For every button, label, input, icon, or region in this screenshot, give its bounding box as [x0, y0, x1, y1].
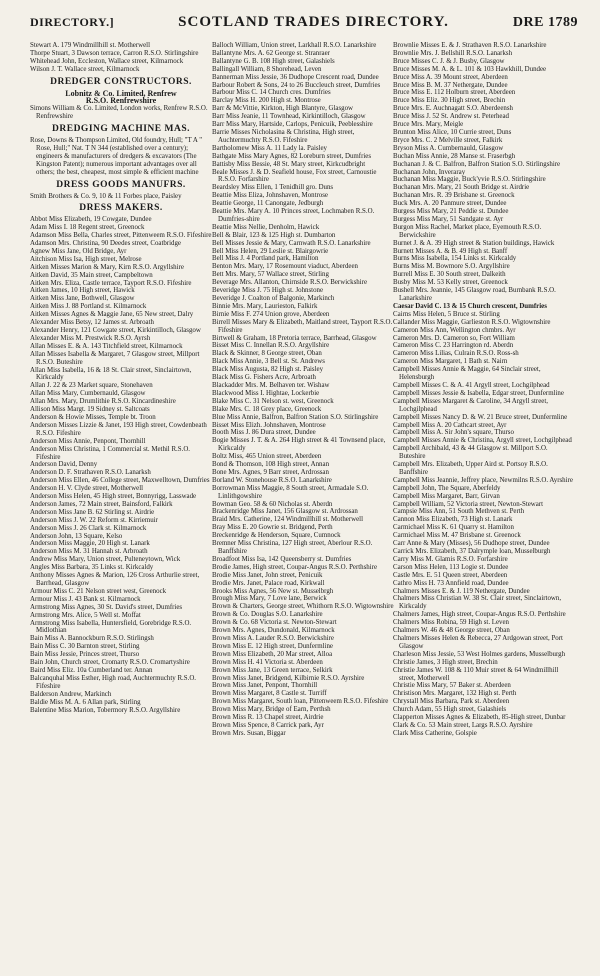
list-item: Black Miss Augusta, 82 High st. Paisley	[212, 366, 324, 374]
list-item: Armstrong Miss Agnes, 30 St. David's street, Dumfries	[30, 603, 183, 611]
list-item: Brown Miss E. 12 High street, Dunfermline	[212, 642, 333, 650]
list-item: Beattie Mrs. Mary A. 10 Princes street, Lochmaben R.S.O. Dumfries-shire	[212, 208, 375, 223]
list-item: Buchanan John, Inveraray	[393, 168, 466, 176]
list-item: Bruce Miss A. 39 Mount street, Aberdeen	[393, 73, 508, 81]
list-item: Abbot Miss Elizabeth, 19 Cowgate, Dundee	[30, 216, 152, 224]
list-item: Allan Misses E. & A. 143 Titchfield street, Kilmarnock	[30, 342, 183, 350]
list-item: Balentine Miss Marion, Tobermory R.S.O. Argyllshire	[30, 706, 181, 714]
dress-makers-entries	[30, 216, 212, 714]
list-item: Birrell Misses Mary & Elizabeth, Maitland street, Tayport R.S.O. Fifeshire	[212, 318, 393, 334]
list-item: Cameron Mrs. D. Cameron so, Fort William	[393, 334, 515, 342]
list-item: Brown & Charters, George street, Whithorn R.S.O. Wigtownshire	[212, 603, 394, 611]
list-item: Campbell John, The Square, Aberfeldy	[393, 484, 501, 492]
dress-goods-entries	[30, 193, 212, 201]
list-item: Brodie Miss Janet, John street, Penicuik	[212, 571, 323, 579]
list-item: Bruce Miss E. 112 Holburn street, Aberdeen	[393, 89, 516, 97]
list-item: Breckenridge & Henderson, Square, Cumnock	[212, 532, 341, 540]
list-item: Christison Mrs. Margaret, 132 High st. Perth	[393, 690, 517, 698]
list-item: Bain Miss A. Bannockburn R.S.O. Stirlingsh	[30, 635, 154, 643]
list-item: Cameron Miss Ann, Wellington chmbrs. Ayr	[393, 326, 516, 334]
list-item: Armour Miss C. 21 Nelson street west, Greenock	[30, 587, 167, 595]
list-item: Brown Miss Janet, Bridgend, Kilbirnie R.S.O. Ayrshire	[212, 674, 365, 682]
list-item: Campbell Misses Annie & Maggie, 64 Sinclair street, Helensburgh	[393, 366, 541, 382]
column-2-entries	[212, 42, 394, 738]
list-item: Allan Mrs. Mary, Drumlithie R.S.O. Kincardineshire	[30, 398, 176, 406]
list-item: Campbell Miss A. 20 Cathcart street, Ayr	[393, 421, 507, 429]
list-item: Campbell Miss A. Sir John's square, Thurso	[393, 429, 514, 437]
list-item: Cameron Miss Lilias, Culrain R.S.O. Ross-sh	[393, 350, 519, 358]
list-item: Armstrong Mrs. Alice, 5 Well st. Moffat	[30, 611, 141, 619]
list-item: Bain Miss C. 30 Barnton street, Stirling	[30, 643, 140, 651]
list-item: Bruce Mrs. E. Auchnagatt S.O. Aberdeensh	[393, 105, 513, 113]
list-item: Anderson Miss Christina, 1 Commercial st. Methil R.S.O. Fifeshire	[30, 445, 191, 461]
list-item: Barbour Miss C. 14 Church cres. Dumfries	[212, 89, 331, 97]
list-item: Barclay Miss H. 200 High st. Montrose	[212, 97, 321, 105]
list-item: Bisset Miss C. Innellan R.S.O. Argyllshire	[212, 342, 330, 350]
list-item: Aitchison Miss Isa, High street, Melrose	[30, 255, 142, 263]
list-item: Burgess Miss Mary, 51 Sandgate st. Ayr	[393, 215, 504, 223]
list-item: Blake Miss C. 31 Nelson st. west, Greenock	[212, 397, 334, 405]
column-1	[30, 42, 212, 714]
list-item: Burrell Miss E. 30 South street, Dalkeith	[393, 271, 506, 279]
list-item: Carrick Mrs. Elizabeth, 37 Dalrymple loan, Musselburgh	[393, 548, 551, 555]
list-item: Bain Miss Jessie, Princes street, Thurso	[30, 651, 140, 659]
list-item: Ballantyne Mrs. A. 62 George st. Stranraer	[212, 49, 330, 57]
list-item: Busby Miss M. 53 Kelly street, Greenock	[393, 279, 508, 287]
list-item: Carson Miss Helen, 113 Logie st. Dundee	[393, 563, 509, 571]
list-item: Baird Miss Eliz. 10a Cumberland ter. Annan	[30, 666, 153, 674]
list-item: Bell Miss J. 4 Portland park, Hamilton	[212, 255, 319, 263]
list-item: Bell Misses Jessie & Mary, Carnwath R.S.O. Lanarkshire	[212, 239, 371, 247]
list-item: Buchanan Mrs. Mary, 21 South Bridge st. Airdrie	[393, 184, 530, 192]
header-left: DIRECTORY.]	[30, 15, 115, 29]
section-dredger-constructors: DREDGER CONSTRUCTORS.	[50, 76, 192, 87]
column-3-entries-b	[393, 311, 575, 738]
section-dredging-machine: DREDGING MACHINE MAS.	[52, 124, 190, 135]
list-item: Blue Miss Annie, Balfron, Balfron Station S.O. Stirlingshire	[212, 413, 379, 421]
list-item: Chalmers James, High street, Coupar-Angus R.S.O. Perthshire	[393, 611, 566, 619]
list-item: Allison Miss Margt. 19 Sidney st. Saltcoats	[30, 406, 150, 414]
list-item: Black Miss Annie, 3 Bell st. St. Andrews	[212, 358, 325, 366]
list-item: Carry Miss M. Glamis R.S.O. Forfarshire	[393, 555, 508, 563]
list-item: Burgess Miss Mary, 21 Peddie st. Dundee	[393, 208, 509, 216]
list-item: Brunton Miss Alice, 10 Currie street, Duns	[393, 128, 512, 136]
list-item: Angles Miss Barbara, 35 Links st. Kirkcaldy	[30, 564, 154, 572]
list-item: Brown Miss Jane, 13 Green terrace, Selkirk	[212, 666, 333, 674]
list-item: Bain John, Church street, Cromarty R.S.O. Cromartyshire	[30, 659, 190, 667]
column-1-entries-top	[30, 42, 212, 74]
list-item: Campbell Misses Margaret & Caroline, 34 Argyll street, Lochgilphead	[393, 397, 548, 413]
list-item: Beattie George, 11 Canongate, Jedburgh	[212, 200, 324, 208]
list-item: Allan Misses Isabella & Margaret, 7 Glasgow street, Millport R.S.O. Buteshire	[30, 350, 200, 366]
list-item: Boltz Miss, 465 Union street, Aberdeen	[212, 453, 322, 461]
list-item: Balderson Andrew, Markinch	[30, 690, 112, 698]
list-item: Bett Mrs. Mary, 57 Wallace street, Stirling	[212, 271, 329, 279]
list-item: Brodie Mrs. Janet, Palace road, Kirkwall	[212, 579, 325, 587]
list-item: Brown Miss H. 41 Victoria st. Aberdeen	[212, 658, 323, 666]
rose-downs-advert: Rose, Downs & Thompson Limited, Old foundry, Hull; "T A " Rose, Hull;" Nat. T N 344 (established over a century); engineers & manufacturers of dredgers & excavators (The Kingston Patent); numerous important advantages over all others; the best, cheapest, most simple & efficient machine	[30, 137, 203, 176]
list-item: Blackwood Miss I. Hightae, Lockerbie	[212, 389, 320, 397]
list-item: Cameron Miss Margaret, 1 Bath st. Nairn	[393, 358, 508, 366]
list-item: Burnett Misses A. & B. 49 High st. Banff	[393, 247, 508, 255]
list-item: Carr Anne & Mary (Misses), 56 Dudhope street, Dundee	[393, 540, 550, 548]
section-dress-goods: DRESS GOODS MANUFRS.	[56, 179, 186, 190]
list-item: Anderson John, 13 Square, Kelso	[30, 532, 123, 540]
list-item: Cameron Miss C. 23 Harrington rd. Aberdn	[393, 342, 514, 350]
list-item: Armstrong Miss Isabella, Huntersfield, Gorebridge R.S.O. Midlothian	[30, 619, 192, 635]
list-item: Aitken Misses Marion & Mary, Kirn R.S.O. Argyllshire	[30, 263, 184, 271]
list-item: Bruce Misses C. J. & J. Busby, Glasgow	[393, 57, 505, 65]
list-item: Whitehead John, Eccleston, Wallace street, Kilmarnock	[30, 57, 184, 65]
list-item: Anderson Miss Jane B. 62 Stirling st. Airdrie	[30, 508, 155, 516]
list-item: Brown & Co. Douglas S.O. Lanarkshire	[212, 611, 323, 619]
column-2	[212, 42, 394, 738]
list-item: Campbell Archibald, 43 & 44 Glasgow st. Millport S.O. Buteshire	[393, 445, 548, 461]
column-3-entries-a	[393, 42, 575, 303]
list-item: Andrew Miss Mary, Union street, Pulteneytown, Wick	[30, 556, 181, 564]
list-item: Borland W. Stonehouse R.S.O. Lanarkshire	[212, 476, 332, 484]
list-item: Simons William & Co. Limited, London works, Renfrew R.S.O. Renfrewshire	[30, 105, 208, 121]
list-item: Anderson & Howie Misses, Temple bt. Troon	[30, 413, 156, 421]
list-item: Barr Miss Jeanie, 11 Townhead, Kirkintilloch, Glasgow	[212, 113, 366, 121]
list-item: Barr Miss Mary, Hartside, Carlops, Penicuik, Peeblesshire	[212, 121, 373, 129]
list-item: Bruce Miss Eliz. 30 High street, Brechin	[393, 97, 506, 105]
list-item: Brown Miss Spence, 8 Carrick park, Ayr	[212, 721, 324, 729]
list-item: Bell Miss Helen, 29 Leslie st. Blairgowrie	[212, 247, 329, 255]
list-item: Anderson Misses Lizzie & Janet, 193 High street, Cowdenbeath R.S.O. Fifeshire	[30, 421, 207, 437]
list-item: Bogie Misses J. T. & A. 264 High street & 41 Townsend place, Kirkcaldy	[212, 437, 386, 453]
list-item: Balcanquhal Miss Esther, High road, Auchtermuchty R.S.O. Fifeshire	[30, 674, 197, 690]
list-item: Adam Miss I. 18 Regent street, Greenock	[30, 224, 145, 232]
list-item: Burgon Miss Rachel, Market place, Eyemouth R.S.O. Berwickshire	[393, 223, 542, 239]
list-item: Bruce Mrs. Mary, Meigle	[393, 121, 464, 129]
list-item: Burns Miss Isabella, 154 Links st. Kirkcaldy	[393, 255, 517, 263]
list-item: Bone Mrs. Agnes, 9 Barr street, Ardrossan	[212, 468, 329, 476]
list-item: Black Miss G. Fishers Acre, Arbroath	[212, 374, 316, 382]
list-item: Buchanan Miss Maggie, Buck'yvie R.S.O. Stirlingshire	[393, 176, 546, 184]
list-item: Smith Brothers & Co. 9, 10 & 11 Forbes place, Paisley	[30, 192, 182, 200]
list-item: Bushell Mrs. Jeannie, 145 Glasgow road, Burnbank R.S.O. Lanarkshire	[393, 287, 556, 302]
list-item: Chalmers Miss Christian W. 38 St. Clair street, Sinclairtown, Kirkcaldy	[393, 595, 562, 611]
list-item: Bryson Miss A. Cumbernauld, Glasgow	[393, 144, 504, 152]
list-item: Callander Miss Maggie, Garlieston R.S.O. Wigtownshire	[393, 318, 551, 326]
list-item: Aitken Mrs. Eliza, Castle terrace, Tayport R.S.O. Fifeshire	[30, 279, 192, 287]
list-item: Anderson James, 72 Main street, Bainsford, Falkirk	[30, 500, 173, 508]
list-item: Baldie Miss M. A. 6 Allan park, Stirling	[30, 698, 141, 706]
list-item: Beardsley Miss Ellen, 1 Tenidhill gro. Duns	[212, 184, 334, 192]
list-item: Campbell Mrs. Elizabeth, Upper Aird st. Portsoy R.S.O. Banffshire	[393, 461, 548, 476]
list-item: Chalmers Miss Robina, 59 High st. Leven	[393, 619, 509, 627]
list-item: Campbell William, 52 Victoria street, Newton-Stewart	[393, 500, 544, 508]
list-item: Bartholomew Miss A. 11 Lady la. Paisley	[212, 144, 327, 152]
list-item: Christie James W. 108 & 110 Muir street & 64 Windmillhill street, Motherwell	[393, 666, 559, 682]
list-item: Anthony Misses Agnes & Marion, 126 Cross Arthurlie street, Barrhead, Glasgow	[30, 572, 200, 587]
dredger-entries	[30, 105, 212, 121]
list-item: Black & Skinner, 8 George street, Oban	[212, 350, 322, 358]
list-item: Ballantyne G. B. 108 High street, Galashiels	[212, 57, 335, 65]
list-item: Carmichael Miss M. 47 Brisbane st. Greenock	[393, 532, 521, 540]
list-item: Buchan Miss Annie, 28 Manse st. Fraserbgh	[393, 152, 516, 160]
lobnitz-advert	[30, 90, 212, 106]
list-item: Ballingall William, 8 Shorehead, Leven	[212, 65, 322, 73]
list-item: Christie James, 3 High street, Brechin	[393, 658, 498, 666]
list-item: Brackenridge Miss Janet, 156 Glasgow st. Ardrossan	[212, 508, 358, 516]
list-item: Beveridge Miss J. 75 High st. Johnstone	[212, 287, 324, 295]
list-item: Blake Mrs. C. 18 Grey place, Greenock	[212, 405, 322, 413]
list-item: Battisby Miss Bessie, 48 St. Mary street, Kirkcudbright	[212, 160, 366, 168]
list-item: Brownlie Mrs. J. Bellshill R.S.O. Lanarksh	[393, 49, 513, 57]
list-item: Charleson Miss Jessie, 53 West Holmes gardens, Musselburgh	[393, 650, 566, 658]
list-item: Allan Miss Mary, Cumbernauld, Glasgow	[30, 390, 146, 398]
list-item: Anderson Miss Annie, Penpont, Thornhill	[30, 437, 146, 445]
list-item: Aitken Miss Jane, Bothwell, Glasgow	[30, 295, 135, 303]
list-item: Bremner Miss Christina, 127 High street, Aberlour R.S.O. Banffshire	[212, 540, 373, 555]
list-item: Bruce Miss J. 52 St. Andrew st. Peterhead	[393, 113, 509, 121]
list-item: Agnew Miss Jane, Old Bridge, Ayr	[30, 247, 127, 255]
list-item: Campbell Misses Jessie & Isabella, Edgar street, Dunfermline	[393, 389, 564, 397]
list-item: Beveridge J. Coalton of Balgonie, Markinch	[212, 295, 335, 302]
list-item: Bryce Mrs. C. 2 Melville street, Falkirk	[393, 136, 503, 144]
list-item: Brown Mrs. Susan, Biggar	[212, 729, 286, 737]
list-item: Brownlie Misses E. & J. Strathaven R.S.O. Lanarkshire	[393, 42, 547, 49]
list-item: Anderson Miss Helen, 45 High street, Bonnyrigg, Lasswade	[30, 493, 197, 501]
list-item: Barrie Misses Nicholasina & Christina, High street, Auchtermuchty R.S.O. Fifeshire	[212, 128, 355, 144]
list-item: Anderson D. F. Strathaven R.S.O. Lanarksh	[30, 469, 151, 477]
list-item: Broadfoot Miss Isa, 142 Queensberry st. Dumfries	[212, 555, 352, 563]
column-3	[393, 42, 575, 738]
list-item: Barr & McVittie, Kirkton, High Blantyre, Glasgow	[212, 105, 354, 113]
list-item: Anderson Miss M. 31 Hannah st. Arbroath	[30, 548, 148, 556]
page-header	[30, 14, 578, 36]
list-item: Anderson Miss Ellen, 46 College street, Maxwelltown, Dumfries	[30, 477, 210, 485]
list-item: Brown Miss Mary, Bridge of Earn, Perthsh	[212, 706, 331, 714]
list-item: Campbell Misses Annie & Christina, Argyll street, Lochgilphead	[393, 437, 572, 445]
list-item: Adamson Mrs. Christina, 90 Deedes street, Coatbridge	[30, 240, 181, 248]
list-item: Campbell Misses C. & A. 41 Argyll street, Lochgilphead	[393, 381, 550, 389]
list-item: Beverage Mrs. Allanton, Chirnside R.S.O. Berwickshire	[212, 279, 368, 287]
list-item: Brown Miss R. 13 Chapel street, Airdrie	[212, 714, 324, 722]
header-title: SCOTLAND TRADES DIRECTORY.	[178, 14, 449, 30]
list-item: Buchanan J. & C. Balfron, Balfron Station S.O. Stirlingshire	[393, 160, 561, 168]
list-item: Brown Miss Margaret, South loan, Pittenweem R.S.O. Fifeshire	[212, 698, 389, 706]
list-item: Cairns Miss Helen, 5 Bruce st. Stirling	[393, 310, 500, 318]
list-item: Alexander Henry, 121 Cowgate street, Kirkintilloch, Glasgow	[30, 327, 201, 334]
list-item: Anderson Miss J. 26 Clark st. Kilmarnock	[30, 524, 147, 532]
list-item: Carmichael Miss K. 61 Quarry st. Hamilton	[393, 524, 514, 532]
section-dress-makers: DRESS MAKERS.	[79, 203, 163, 214]
list-item: Brown Miss A. Lauder R.S.O. Berwickshire	[212, 634, 334, 642]
list-item: Chalmers Misses E. & J. 119 Nethergate, Dundee	[393, 587, 530, 595]
list-item: Clark Miss Catherine, Golspie	[393, 729, 477, 737]
caesar-entry: Caesar David C. 13 & 15 Church crescent, Dumfries	[393, 302, 547, 310]
list-item: Bannerman Miss Jessie, 36 Dudhope Crescent road, Dundee	[212, 73, 379, 81]
list-item: Brown Miss Janet, Penpont, Thornhill	[212, 682, 318, 690]
list-item: Campsie Miss Ann, 51 South Methven st. Perth	[393, 508, 525, 516]
list-item: Bray Miss E. 20 Gowrie st. Bridgend, Perth	[212, 524, 333, 532]
list-item: Birnie Miss F. 274 Union grove, Aberdeen	[212, 310, 330, 318]
list-item: Alexander Miss M. Prestwick R.S.O. Ayrsh	[30, 334, 151, 342]
list-item: Cathro Miss H. 73 Annfield road, Dundee	[393, 579, 509, 587]
list-item: Birtwell & Graham, 18 Pretoria terrace, Barrhead, Glasgow	[212, 334, 377, 342]
list-item: Anderson Miss Maggie, 20 High st. Lanark	[30, 540, 150, 548]
list-item: Campbell Miss Jeannie, Jeffrey place, Newmilns R.S.O. Ayrshire	[393, 476, 573, 484]
list-item: Benton Mrs. Mary, 17 Rosemount viaduct, Aberdeen	[212, 263, 358, 271]
list-item: Bond & Thomson, 108 High street, Annan	[212, 461, 330, 469]
list-item: Binnie Mrs. Mary, Laurieston, Falkirk	[212, 302, 318, 310]
list-item: Burnet J. & A. 39 High street & Station buildings, Hawick	[393, 239, 555, 247]
list-item: Chalmers Misses Helen & Rebecca, 27 Ardgowan street, Port Glasgow	[393, 634, 563, 650]
list-item: Beale Misses J. & D. Seafield house, Fox street, Carnoustie R.S.O. Forfarshire	[212, 168, 377, 184]
list-item: Brodie James, High street, Coupar-Angus R.S.O. Perthshire	[212, 563, 378, 571]
list-item: Cannon Miss Elizabeth, 73 High st. Lanark	[393, 516, 513, 524]
list-item: Aitken Miss J. 88 Portland st. Kilmarnock	[30, 303, 147, 311]
list-item: Armour Miss J. 43 Bank st. Kilmarnock	[30, 595, 141, 603]
list-item: Brooks Miss Agnes, 56 New st. Musselbrgh	[212, 587, 334, 595]
list-item: Anderson H. V. Clyde street, Motherwell	[30, 485, 144, 493]
list-item: Barbour Robert & Sons, 24 to 26 Buccleuch street, Dumfries	[212, 81, 381, 89]
list-item: Bowman Geo. 58 & 60 Nicholas st. Aberdn	[212, 500, 333, 508]
list-item: Church Adam, 55 High street, Galashiels	[393, 706, 507, 714]
list-item: Buck Mrs. A. 20 Panmure street, Dundee	[393, 200, 507, 208]
list-item: Bisset Miss Elizh. Johnshaven, Montrose	[212, 421, 326, 429]
list-item: Booth Miss J. 86 Dura street, Dundee	[212, 429, 316, 437]
list-item: Braid Mrs. Catherine, 124 Windmillhill st. Motherwell	[212, 516, 363, 524]
list-item: Allan J. 22 & 23 Market square, Stonehaven	[30, 382, 153, 390]
list-item: Chalmers W. 46 & 48 George street, Oban	[393, 627, 510, 635]
list-item: Anderson Miss J. W. 22 Reform st. Kirriemuir	[30, 516, 158, 524]
list-item: Blackadder Mrs. M. Belhaven ter. Wishaw	[212, 381, 330, 389]
list-item: Campbell Misses Nancy D. & W. 21 Bruce street, Dunfermline	[393, 413, 568, 421]
list-item: Brown Miss Elizabeth, 20 Mar street, Alloa	[212, 650, 333, 658]
list-item: Alexander Miss Betsy, 12 James st. Arbroath	[30, 319, 154, 327]
list-item: Brown Mrs. Agnes, Dundonald, Kilmarnock	[212, 627, 335, 635]
list-item: Clapperton Misses Agnes & Elizabeth, 85-High street, Dunbar	[393, 714, 566, 722]
list-item: Balloch William, Union street, Larkhall R.S.O. Lanarkshire	[212, 42, 377, 49]
header-page-number: DRE 1789	[512, 15, 578, 30]
list-item: Allan Miss Isabella, 16 & 18 St. Clair street, Sinclairtown, Kirkcaldy	[30, 366, 192, 382]
list-item: Beattie Miss Nellie, Denholm, Hawick	[212, 223, 320, 231]
list-item: Chrystall Miss Barbara, Park st. Aberdeen	[393, 698, 510, 706]
list-item: Brough Miss Mary, 7 Love lane, Berwick	[212, 595, 327, 603]
list-item: Wilson J. T. Wallace street, Kilmarnock	[30, 65, 140, 73]
list-item: Christie Miss Mary, 57 Baker st. Aberdeen	[393, 682, 511, 690]
list-item: Bell & Blair, 123 & 125 High st. Dumbarton	[212, 231, 336, 239]
lobnitz-name: Lobnitz & Co. Limited, Renfrew	[65, 88, 177, 98]
list-item: Adamson Miss Bella, Charles street, Pittenweem R.S.O. Fifeshire	[30, 232, 212, 240]
list-item: Castle Mrs. E. 51 Queen street, Aberdeen	[393, 571, 508, 579]
list-item: Brown Miss Margaret, 8 Castle st. Turriff	[212, 690, 327, 698]
list-item: Campbell Miss Margaret, Barr, Girvan	[393, 492, 500, 500]
list-item: Bruce Miss B. M. 37 Nethergate, Dundee	[393, 81, 508, 89]
list-item: Anderson David, Denny	[30, 461, 98, 469]
list-item: Aitken James, 10 High street, Hawick	[30, 287, 135, 295]
lobnitz-location: R.S.O. Renfrewshire	[85, 96, 157, 106]
list-item: Brown & Co. 68 Victoria st. Newton-Stewart	[212, 619, 337, 627]
list-item: Borrowman Miss Maggie, 8 South street, Armadale S.O. Linlithgowshire	[212, 484, 369, 500]
list-item: Stewart A. 179 Windmillhill st. Motherwell	[30, 42, 150, 49]
list-item: Bathgate Miss Mary Agnes, 82 Loreburn street, Dumfries	[212, 152, 372, 160]
list-item: Thorpe Stuart, 3 Dawson terrace, Carron R.S.O. Stirlingshire	[30, 49, 199, 57]
list-item: Buchanan Mrs. R. 39 Brisbane st. Greenock	[393, 192, 515, 200]
list-item: Clark & Co. 53 Main street, Largs R.S.O. Ayrshire	[393, 721, 533, 729]
list-item: Bruce Misses M. A. & L. 101 & 103 Hawkhill, Dundee	[393, 65, 547, 73]
list-item: Aitken David, 35 Main street, Campbeltown	[30, 271, 153, 279]
list-item: Aitken Misses Agnes & Maggie Jane, 65 New street, Dalry	[30, 311, 194, 319]
list-item: Beattie Miss Eliza, Johnshaven, Montrose	[212, 192, 328, 200]
list-item: Burns Miss M. Bowmore S.O. Argyllshire	[393, 263, 510, 271]
